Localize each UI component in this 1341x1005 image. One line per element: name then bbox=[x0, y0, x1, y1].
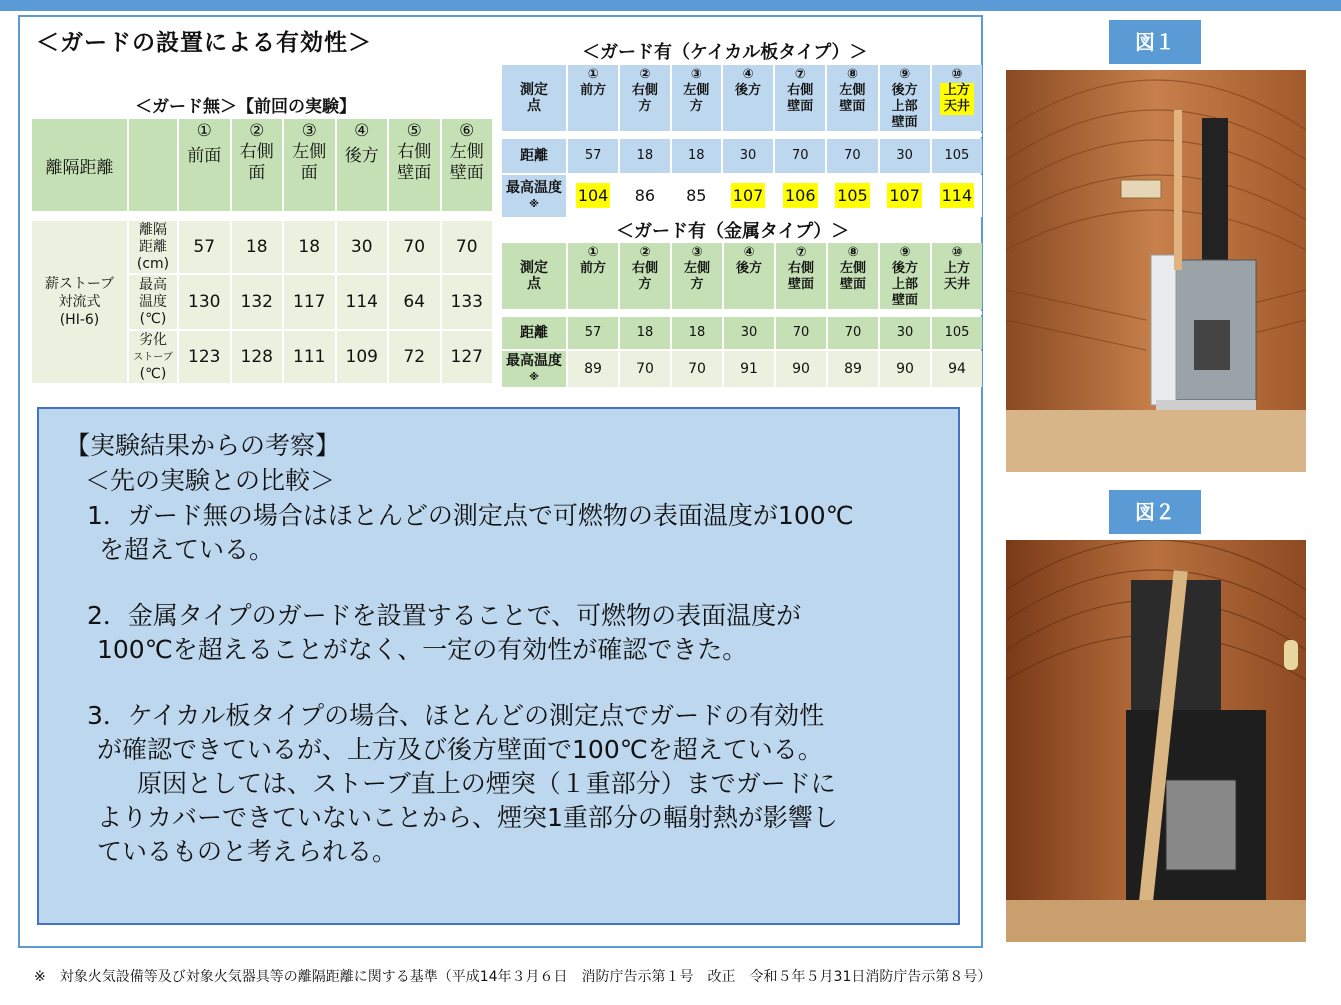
conclusion-box bbox=[37, 407, 960, 925]
table_keical-distance-cell: 105 bbox=[932, 139, 982, 173]
metal-temp-label: 最高温度 ※ bbox=[502, 351, 566, 387]
table_keical-point-7: ⑨ 後方上部壁面 bbox=[880, 65, 930, 131]
figure-2-label: 図２ bbox=[1109, 490, 1201, 534]
table_keical-temp-cell bbox=[827, 175, 877, 217]
metal-header-label: 測定 点 bbox=[502, 243, 566, 309]
table_metal-point-8: ⑩ 上方天井 bbox=[932, 243, 982, 309]
conclusion-line: 1．ガード無の場合はほとんどの測定点で可燃物の表面温度が100℃ bbox=[87, 501, 854, 530]
stove-label: 薪ストーブ 対流式 (HI-6) bbox=[32, 221, 127, 383]
keical-table-title: ＜ガード有（ケイカル板タイプ）＞ bbox=[582, 42, 868, 63]
table_keical-temp-cell bbox=[775, 175, 825, 217]
table_metal-temp-cell: 89 bbox=[568, 351, 618, 387]
table_metal-distance-cell: 18 bbox=[672, 317, 722, 349]
table_keical-temp-cell bbox=[880, 175, 930, 217]
table_metal-point-7: ⑨ 後方上部壁面 bbox=[880, 243, 930, 309]
keical-header-label: 測定 点 bbox=[502, 65, 566, 131]
distance-header: 離隔距離 bbox=[32, 119, 127, 211]
table_keical-point-3: ③ 左側方 bbox=[672, 65, 721, 131]
figure-1-photo bbox=[1006, 70, 1306, 472]
highlighted-value: 107 bbox=[731, 183, 766, 208]
table_keical-distance-cell: 18 bbox=[620, 139, 669, 173]
table_metal-temp-cell: 91 bbox=[724, 351, 774, 387]
conclusion-heading: 【実験結果からの考察】 bbox=[65, 431, 341, 460]
table_metal-temp-cell: 70 bbox=[672, 351, 722, 387]
cell: 70 bbox=[389, 221, 440, 273]
table_keical-point-4: ④ 後方 bbox=[723, 65, 773, 131]
cell: 18 bbox=[284, 221, 335, 273]
keical-table bbox=[500, 63, 984, 219]
highlighted-value: 106 bbox=[783, 183, 818, 208]
figure-1-label: 図１ bbox=[1109, 20, 1201, 64]
cell: 123 bbox=[179, 331, 230, 383]
table_metal-distance-cell: 70 bbox=[776, 317, 826, 349]
metal-table-title: ＜ガード有（金属タイプ）＞ bbox=[616, 221, 850, 242]
noguard-point-1: ① 前面 bbox=[179, 119, 230, 211]
noguard-point-4: ④ 後方 bbox=[337, 119, 388, 211]
cell: 117 bbox=[284, 275, 335, 329]
table_metal-distance-cell: 18 bbox=[620, 317, 670, 349]
table_keical-point-1: ① 前方 bbox=[568, 65, 618, 131]
cell: 30 bbox=[337, 221, 388, 273]
noguard-point-5: ⑤ 右側 壁面 bbox=[389, 119, 440, 211]
table_keical-point-2: ② 右側方 bbox=[620, 65, 669, 131]
cell: 70 bbox=[442, 221, 493, 273]
table_metal-point-1: ① 前方 bbox=[568, 243, 618, 309]
table_metal-distance-cell: 70 bbox=[828, 317, 878, 349]
cell: 132 bbox=[232, 275, 283, 329]
table_metal-point-4: ④ 後方 bbox=[724, 243, 774, 309]
metal-distance-label: 距離 bbox=[502, 317, 566, 349]
keical-temp-label: 最高温度 ※ bbox=[502, 175, 566, 217]
highlighted-value: 107 bbox=[887, 183, 922, 208]
conclusion-line: 3．ケイカル板タイプの場合、ほとんどの測定点でガードの有効性 bbox=[87, 701, 825, 730]
conclusion-line: よりカバーできていないことから、煙突1重部分の輻射熱が影響し bbox=[97, 803, 838, 832]
table_keical-distance-cell: 30 bbox=[880, 139, 930, 173]
table_metal-temp-cell: 89 bbox=[828, 351, 878, 387]
table_metal-point-2: ② 右側方 bbox=[620, 243, 670, 309]
cell: 130 bbox=[179, 275, 230, 329]
table_keical-distance-cell: 70 bbox=[775, 139, 825, 173]
cell: 57 bbox=[179, 221, 230, 273]
table_metal-temp-cell: 90 bbox=[776, 351, 826, 387]
row-label-degraded: 劣化 ストーブ (℃) bbox=[129, 331, 177, 383]
cell: 127 bbox=[442, 331, 493, 383]
conclusion-line: 100℃を超えることがなく、一定の有効性が確認できた。 bbox=[97, 635, 748, 664]
table_keical-point-6: ⑧ 左側壁面 bbox=[827, 65, 877, 131]
top-accent-bar bbox=[0, 0, 1341, 11]
conclusion-line: が確認できているが、上方及び後方壁面で100℃を超えている。 bbox=[97, 735, 823, 764]
cell: 109 bbox=[337, 331, 388, 383]
noguard-point-6: ⑥ 左側 壁面 bbox=[442, 119, 493, 211]
row-label-distance: 離隔 距離 (cm) bbox=[129, 221, 177, 273]
cell: 64 bbox=[389, 275, 440, 329]
table_keical-distance-cell: 18 bbox=[672, 139, 721, 173]
table_metal-temp-cell: 90 bbox=[880, 351, 930, 387]
table_keical-temp-cell: 85 bbox=[672, 175, 721, 217]
cell: 128 bbox=[232, 331, 283, 383]
row-label-maxtemp: 最高 温度 (℃) bbox=[129, 275, 177, 329]
table_metal-distance-cell: 57 bbox=[568, 317, 618, 349]
table_metal-temp-cell: 94 bbox=[932, 351, 982, 387]
noguard-table-title: ＜ガード無＞【前回の実験】 bbox=[135, 97, 356, 117]
table_keical-temp-cell bbox=[568, 175, 618, 217]
footnote: ※ 対象火気設備等及び対象火気器具等の離隔距離に関する基準（平成14年３月６日 消防庁告示第１号 改正 令和５年５月31日消防庁告示第８号） bbox=[34, 969, 992, 985]
cell: 18 bbox=[232, 221, 283, 273]
table_metal-distance-cell: 30 bbox=[880, 317, 930, 349]
conclusion-line: 2．金属タイプのガードを設置することで、可燃物の表面温度が bbox=[87, 601, 802, 630]
highlighted-value: 114 bbox=[940, 183, 975, 208]
cell: 72 bbox=[389, 331, 440, 383]
metal-table bbox=[500, 241, 984, 389]
noguard-point-2: ② 右側 面 bbox=[232, 119, 283, 211]
table_metal-distance-cell: 30 bbox=[724, 317, 774, 349]
table_keical-temp-cell: 86 bbox=[620, 175, 669, 217]
noguard-point-3: ③ 左側 面 bbox=[284, 119, 335, 211]
conclusion-subheading: ＜先の実験との比較＞ bbox=[85, 466, 336, 495]
cell: 114 bbox=[337, 275, 388, 329]
table_keical-distance-cell: 30 bbox=[723, 139, 773, 173]
table_metal-temp-cell: 70 bbox=[620, 351, 670, 387]
cell: 133 bbox=[442, 275, 493, 329]
conclusion-line: 原因としては、ストーブ直上の煙突（１重部分）までガードに bbox=[137, 769, 836, 798]
table_metal-distance-cell: 105 bbox=[932, 317, 982, 349]
conclusion-line: を超えている。 bbox=[99, 535, 275, 564]
table_keical-distance-cell: 57 bbox=[568, 139, 618, 173]
conclusion-line: ているものと考えられる。 bbox=[97, 837, 398, 866]
page-title: ＜ガードの設置による有効性＞ bbox=[36, 30, 372, 56]
keical-distance-label: 距離 bbox=[502, 139, 566, 173]
table_keical-temp-cell bbox=[723, 175, 773, 217]
figure-2-photo bbox=[1006, 540, 1306, 942]
noguard-table bbox=[30, 117, 494, 385]
cell: 111 bbox=[284, 331, 335, 383]
highlighted-value: 105 bbox=[835, 183, 870, 208]
table_metal-point-5: ⑦ 右側壁面 bbox=[776, 243, 826, 309]
table_keical-point-5: ⑦ 右側壁面 bbox=[775, 65, 825, 131]
table_keical-temp-cell bbox=[932, 175, 982, 217]
table_metal-point-3: ③ 左側方 bbox=[672, 243, 722, 309]
table_metal-point-6: ⑧ 左側壁面 bbox=[828, 243, 878, 309]
table_keical-distance-cell: 70 bbox=[827, 139, 877, 173]
table_keical-point-8: ⑩ 上方天井 bbox=[932, 65, 982, 131]
highlighted-value: 104 bbox=[576, 183, 611, 208]
